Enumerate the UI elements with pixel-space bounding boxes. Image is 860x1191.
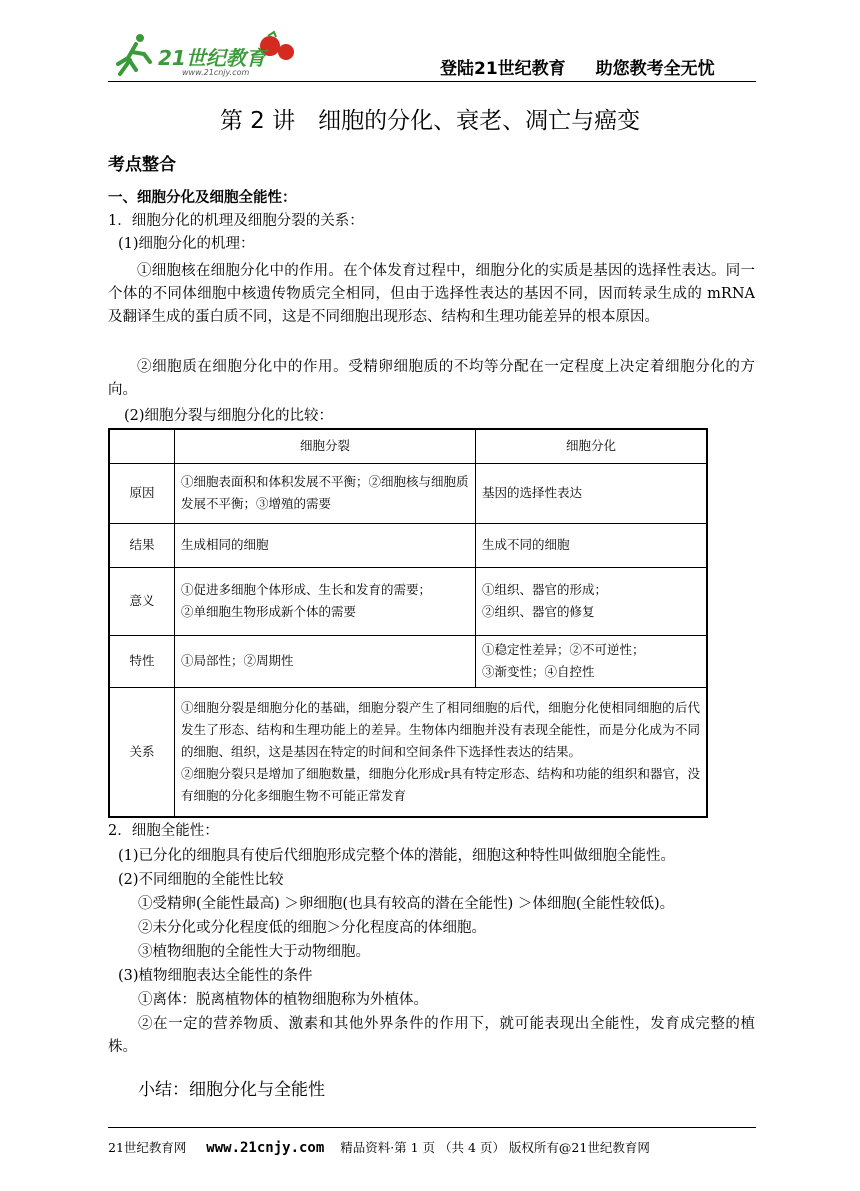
s1-item-2-1: (1)已分化的细胞具有使后代细胞形成完整个体的潜能，细胞这种特性叫做细胞全能性。 [118, 848, 676, 864]
section-heading: 考点整合 [108, 155, 176, 175]
slogan-right: 助您教考全无忧 [595, 59, 715, 79]
s1-item-1-2: (2)细胞分裂与细胞分化的比较： [124, 408, 334, 424]
table-cell: ①局部性；②周期性 [175, 635, 476, 687]
s1-item-2-2: (2)不同细胞的全能性比较 [118, 872, 284, 888]
site-logo[interactable] [110, 30, 310, 82]
s1-item-2-3: (3)植物细胞表达全能性的条件 [118, 968, 313, 984]
table-header-cell: 细胞分裂 [175, 429, 476, 463]
summary-heading: 小结：细胞分化与全能性 [138, 1080, 325, 1100]
table-cell [476, 567, 708, 635]
s1-item-2-3a: ①离体：脱离植物体的植物细胞称为外植体。 [138, 992, 428, 1008]
cell-line: ①稳定性差异；②不可逆性； [482, 642, 645, 657]
table-row [109, 463, 707, 523]
row-label: 原因 [109, 463, 175, 523]
slogan-left: 登陆21世纪教育 [440, 59, 566, 79]
footer-site: 21世纪教育网 [108, 1140, 187, 1155]
table-cell: 生成相同的细胞 [175, 523, 476, 567]
footer-url[interactable]: www.21cnjy.com [206, 1140, 325, 1156]
table-header-cell: 细胞分化 [476, 429, 708, 463]
table-row [109, 687, 707, 817]
s1-item-1-1: (1)细胞分化的机理： [118, 236, 255, 252]
cell-line: ②细胞分裂只是增加了细胞数量，细胞分化形成r具有特定形态、结构和功能的组织和器官，没有细胞的分化多细胞生物不可能正常发育 [181, 765, 700, 803]
cell-line: ③渐变性；④自控性 [482, 664, 595, 679]
header-slogan [440, 54, 715, 79]
s1-heading: 一、细胞分化及细胞全能性： [108, 189, 297, 206]
comparison-table [108, 428, 708, 818]
row-label: 意义 [109, 567, 175, 635]
table-row [109, 523, 707, 567]
cell-line: ①促进多细胞个体形成、生长和发育的需要； [181, 582, 432, 597]
table-header-row [109, 429, 707, 463]
running-figure-icon [118, 34, 150, 74]
table-cell [175, 567, 476, 635]
table-cell [175, 687, 708, 817]
table-cell: 生成不同的细胞 [476, 523, 708, 567]
cell-line: ①细胞分裂是细胞分化的基础，细胞分裂产生了相同细胞的后代，细胞分化使相同细胞的后代发生了形态、结构和生理功能上的差异。生物体内细胞并没有表现全能性，而是分化成为不同的细胞、组织，这是基因在特定的时间和空间条件下选择性表达的结果。 [181, 699, 700, 759]
table-row [109, 635, 707, 687]
cell-line: ②组织、器官的修复 [482, 604, 595, 619]
header-divider [108, 81, 756, 82]
s1-item-1: 1．细胞分化的机理及细胞分裂的关系： [108, 213, 364, 229]
table-row [109, 567, 707, 635]
table-cell: ①细胞表面积和体积发展不平衡；②细胞核与细胞质发展不平衡；③增殖的需要 [175, 463, 476, 523]
row-label: 结果 [109, 523, 175, 567]
row-label: 关系 [109, 687, 175, 817]
table-cell [476, 635, 708, 687]
paragraph-cytoplasm: ②细胞质在细胞分化中的作用。受精卵细胞质的不均等分配在一定程度上决定着细胞分化的方向。 [108, 359, 755, 398]
s1-item-2-2a: ①受精卵(全能性最高) ＞卵细胞(也具有较高的潜在全能性) ＞体细胞(全能性较低)。 [138, 896, 675, 912]
cell-line: ①组织、器官的形成； [482, 582, 608, 597]
cell-line: ②单细胞生物形成新个体的需要 [181, 604, 357, 619]
page-title: 第 2 讲 细胞的分化、衰老、凋亡与癌变 [219, 108, 641, 134]
s1-item-2-2c: ③植物细胞的全能性大于动物细胞。 [138, 944, 370, 960]
table-cell: 基因的选择性表达 [476, 463, 708, 523]
row-label: 特性 [109, 635, 175, 687]
footer-page-info: 精品资料·第 1 页 （共 4 页） 版权所有@21世纪教育网 [340, 1140, 650, 1155]
s1-item-2-2b: ②未分化或分化程度低的细胞＞分化程度高的体细胞。 [138, 920, 486, 936]
paragraph-nucleus: ①细胞核在细胞分化中的作用。在个体发育过程中，细胞分化的实质是基因的选择性表达。同一个体的不同体细胞中核遗传物质完全相同，但由于选择性表达的基因不同，因而转录生成的 mRNA 及翻译生成的蛋白质不同，这是不同细胞出现形态、结构和生理功能差异的根本原因。 [108, 263, 755, 325]
table-header-cell [109, 429, 175, 463]
logo-url: www.21cnjy.com [182, 68, 250, 77]
page-footer [108, 1138, 650, 1156]
logo-text: 21世纪教育 [158, 46, 266, 70]
s1-item-2-3b: ②在一定的营养物质、激素和其他外界条件的作用下，就可能表现出全能性，发育成完整的植株。 [108, 1016, 755, 1055]
s1-item-2: 2．细胞全能性： [108, 823, 219, 839]
footer-divider [108, 1127, 756, 1128]
